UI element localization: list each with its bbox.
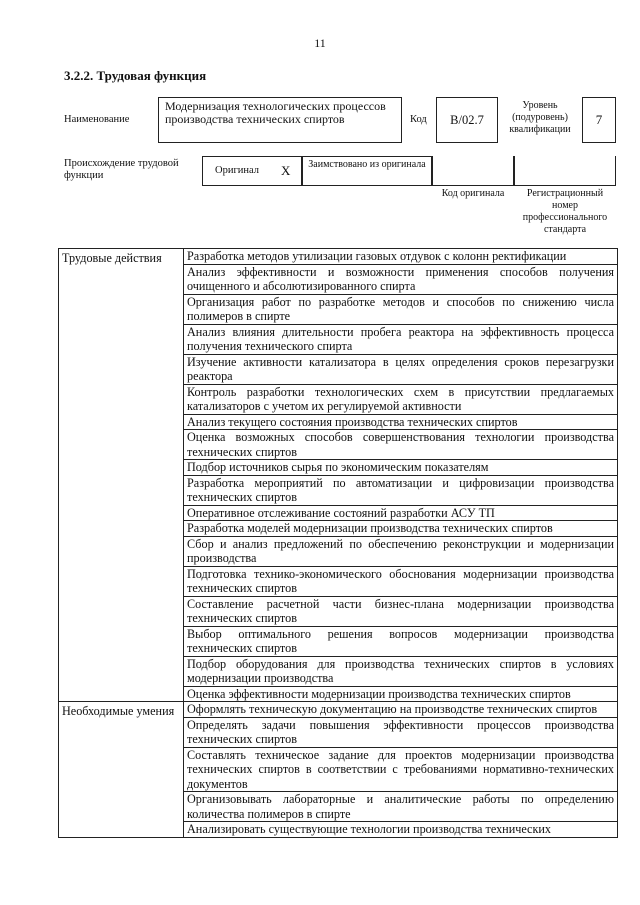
row-item: Оперативное отслеживание состояний разработки АСУ ТП xyxy=(184,505,618,521)
row-item: Подготовка технико-экономического обоснования модернизации производства технических спиртов xyxy=(184,566,618,596)
code-original-label: Код оригинала xyxy=(441,188,505,199)
row-item: Изучение активности катализатора в целях определения сроков перезагрузки реактора xyxy=(184,354,618,384)
row-item: Составлять техническое задание для проектов модернизации производства технических спиртов в соответствии с требованиями нормативно-технических документов xyxy=(184,747,618,792)
row-item: Оценка возможных способов совершенствования технологии производства технических спиртов xyxy=(184,430,618,460)
row-item: Составление расчетной части бизнес-плана модернизации производства технических спиртов xyxy=(184,596,618,626)
row-category: Необходимые умения xyxy=(59,702,184,838)
row-item: Определять задачи повышения эффективности процессов производства технических спиртов xyxy=(184,717,618,747)
row-item: Оценка эффективности модернизации производства технических спиртов xyxy=(184,686,618,702)
original-mark: X xyxy=(281,163,291,178)
borrowed-label: Заимствовано из оригинала xyxy=(308,159,426,170)
origin-label: Происхождение трудовой функции xyxy=(64,158,179,181)
code-value: В/02.7 xyxy=(436,97,498,143)
row-item: Контроль разработки технологических схем в присутствии предлагаемых катализаторов с учетом их регулируемой активности xyxy=(184,384,618,414)
row-item: Организовывать лабораторные и аналитические работы по определению количества полимеров в спирте xyxy=(184,792,618,822)
row-item: Выбор оптимального решения вопросов модернизации производства технических спиртов xyxy=(184,626,618,656)
row-item: Подбор оборудования для производства технических спиртов в условиях модернизации производства xyxy=(184,656,618,686)
reg-number-label: Регистрационный номер профессионального стандарта xyxy=(522,188,608,235)
name-value: Модернизация технологических процессов производства технических спиртов xyxy=(158,97,402,143)
row-item: Оформлять техническую документацию на производстве технических спиртов xyxy=(184,702,618,718)
row-item: Организация работ по разработке методов и способов по снижению числа полимеров в спирте xyxy=(184,294,618,324)
row-item: Разработка моделей модернизации производства технических спиртов xyxy=(184,521,618,537)
row-item: Анализ влияния длительности пробега реактора на эффективность процесса получения технического спирта xyxy=(184,324,618,354)
level-label: Уровень (подуровень) квалификации xyxy=(509,100,571,135)
row-category: Трудовые действия xyxy=(59,249,184,702)
row-item: Анализ эффективности и возможности применения способов получения очищенного и абсолютизированного спирта xyxy=(184,264,618,294)
section-title: 3.2.2. Трудовая функция xyxy=(64,68,207,83)
original-label: Оригинал xyxy=(215,165,259,176)
row-item: Разработка мероприятий по автоматизации и цифровизации производства технических спиртов xyxy=(184,475,618,505)
level-value: 7 xyxy=(582,97,616,143)
reg-number-box xyxy=(514,156,616,186)
borrowed-box xyxy=(302,156,432,186)
labor-function-table xyxy=(58,248,618,838)
original-box xyxy=(202,156,302,186)
row-item: Разработка методов утилизации газовых отдувок с колонн ректификации xyxy=(184,249,618,265)
table-row xyxy=(59,249,618,265)
code-label: Код xyxy=(410,114,427,125)
code-original-box xyxy=(432,156,514,186)
table-row xyxy=(59,702,618,718)
row-item: Анализировать существующие технологии производства технических xyxy=(184,822,618,838)
row-item: Сбор и анализ предложений по обеспечению реконструкции и модернизации производства xyxy=(184,536,618,566)
name-label: Наименование xyxy=(64,114,130,125)
row-item: Подбор источников сырья по экономическим показателям xyxy=(184,460,618,476)
page-number: 11 xyxy=(314,36,326,50)
row-item: Анализ текущего состояния производства технических спиртов xyxy=(184,414,618,430)
